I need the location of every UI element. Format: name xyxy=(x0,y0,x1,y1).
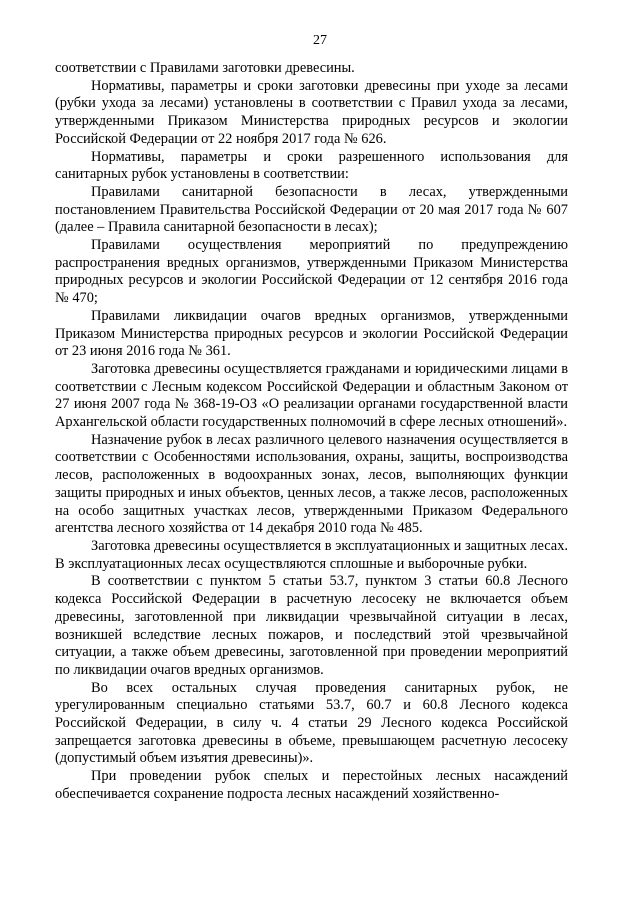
paragraph: Правилами санитарной безопасности в лесах, утвержденными постановлением Правительства Российской Федерации от 20 мая 2017 года № 607 (далее – Правила санитарной безопасности в лесах); xyxy=(55,183,568,236)
paragraph: Нормативы, параметры и сроки заготовки древесины при уходе за лесами (рубки ухода за лесами) установлены в соответствии с Правил ухода за лесами, утвержденными Приказом Министерства природных ресурсов и экологии Российской Федерации от 22 ноября 2017 года № 626. xyxy=(55,77,568,147)
document-body xyxy=(55,60,568,804)
paragraph: Заготовка древесины осуществляется гражданами и юридическими лицами в соответствии с Лесным кодексом Российской Федерации и областным Законом от 27 июня 2007 года № 368-19-ОЗ «О реализации органами государственной власти Архангельской области государственных полномочий в сфере лесных отношений». xyxy=(55,360,568,431)
page-number: 27 xyxy=(313,33,327,48)
paragraph: Нормативы, параметры и сроки разрешенного использования для санитарных рубок установлены в соответствии: xyxy=(55,148,568,183)
paragraph-continuation: соответствии с Правилами заготовки древесины. xyxy=(55,60,355,76)
paragraph: Правилами осуществления мероприятий по предупреждению распространения вредных организмов, утвержденными Приказом Министерства природных ресурсов и экологии Российской Федерации от 12 сентября 2016 года № 470; xyxy=(55,237,568,307)
paragraph: Правилами ликвидации очагов вредных организмов, утвержденными Приказом Министерства природных ресурсов и экологии Российской Федерации от 23 июня 2016 года № 361. xyxy=(55,307,568,360)
paragraph: В соответствии с пунктом 5 статьи 53.7, пунктом 3 статьи 60.8 Лесного кодекса Российской Федерации в расчетную лесосеку не включается объем древесины, заготовленной при ликвидации чрезвычайной ситуации в лесах, возникшей вследствие лесных пожаров, и последствий этой чрезвычайной ситуации, а также объем древесины, заготовленной при проведении мероприятий по ликвидации очагов вредных организмов. xyxy=(55,573,568,678)
paragraph: Назначение рубок в лесах различного целевого назначения осуществляется в соответствии с Особенностями использования, охраны, защиты, воспроизводства лесов, расположенных в водоохранных зонах, лесов, выполняющих функции защиты природных и иных объектов, ценных лесов, а также лесов, расположенных на особо защитных участках лесов, утвержденными Приказом Федерального агентства лесного хозяйства от 14 декабря 2010 года № 485. xyxy=(55,431,568,537)
paragraph: При проведении рубок спелых и перестойных лесных насаждений обеспечивается сохранение подроста лесных насаждений хозяйственно- xyxy=(55,768,568,802)
paragraph: Во всех остальных случая проведения санитарных рубок, не урегулированным специально статьями 53.7, 60.7 и 60.8 Лесного кодекса Российской Федерации, в силу ч. 4 статьи 29 Лесного кодекса Российской запрещается заготовка древесины в объеме, превышающем расчетную лесосеку (допустимый объем изъятия древесины)». xyxy=(55,679,568,767)
paragraph: Заготовка древесины осуществляется в эксплуатационных и защитных лесах. В эксплуатационных лесах осуществляются сплошные и выборочные рубки. xyxy=(55,537,568,572)
